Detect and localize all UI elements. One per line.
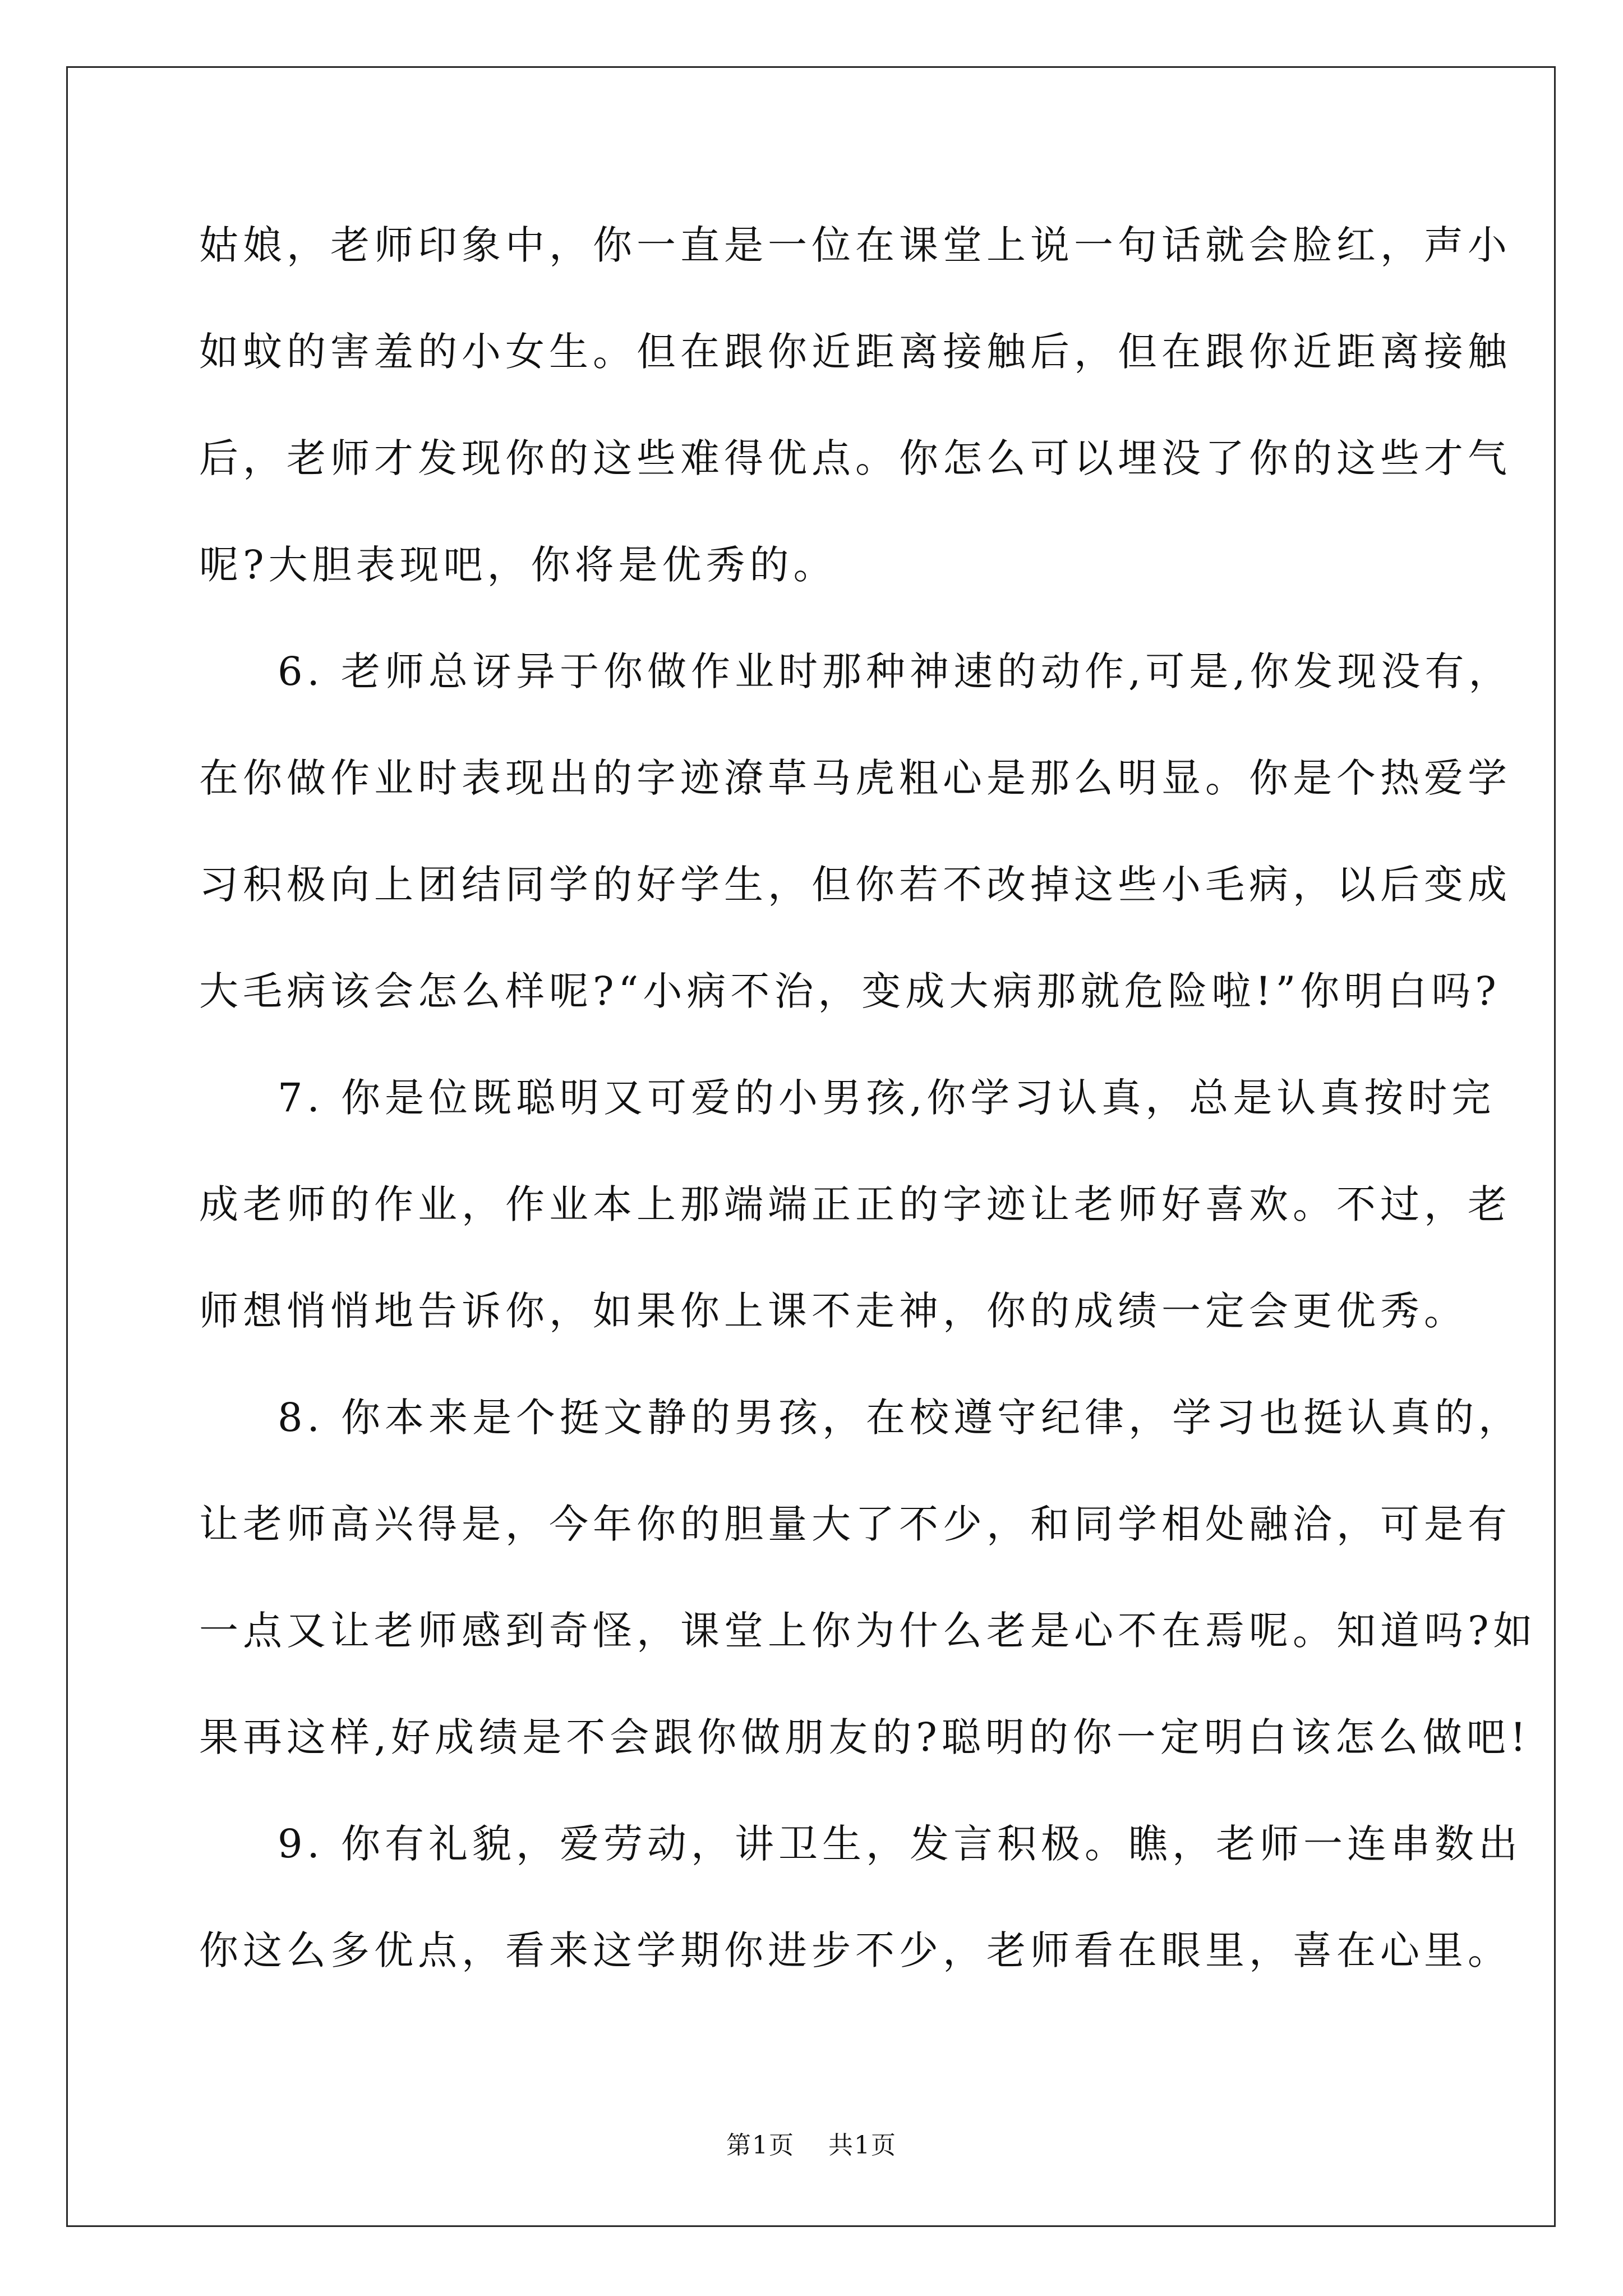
paragraph-item-6 (199, 648, 1513, 1074)
text-line: 你这么多优点，看来这学期你进步不少，老师看在眼里，喜在心里。 (199, 1927, 1511, 1973)
paragraph-item-7 (199, 1074, 1511, 1394)
text-line: 师想悄悄地告诉你，如果你上课不走神，你的成绩一定会更优秀。 (199, 1288, 1468, 1334)
text-line: 习积极向上团结同学的好学生，但你若不改掉这些小毛病，以后变成 (199, 862, 1511, 908)
text-line: 如蚊的害羞的小女生。但在跟你近距离接触后，但在跟你近距离接触 (199, 329, 1511, 375)
paragraph-item-8 (199, 1394, 1537, 1820)
text-line: 6. 老师总讶异于你做作业时那种神速的动作,可是,你发现没有， (278, 648, 1513, 694)
page-footer (0, 2132, 1623, 2160)
page-number-current: 第1页 (726, 2131, 795, 2160)
text-line: 让老师高兴得是，今年你的胆量大了不少，和同学相处融洽，可是有 (199, 1501, 1511, 1547)
paragraph (199, 222, 1511, 648)
text-line: 9. 你有礼貌，爱劳动，讲卫生，发言积极。瞧，老师一连串数出 (278, 1821, 1523, 1867)
text-line: 姑娘，老师印象中，你一直是一位在课堂上说一句话就会脸红，声小 (199, 222, 1511, 268)
page-number-total: 共1页 (828, 2131, 897, 2160)
text-line: 在你做作业时表现出的字迹潦草马虎粗心是那么明显。你是个热爱学 (199, 755, 1511, 801)
text-line: 呢?大胆表现吧，你将是优秀的。 (199, 542, 837, 588)
text-line: 7. 你是位既聪明又可爱的小男孩,你学习认真，总是认真按时完 (278, 1075, 1496, 1121)
text-line: 一点又让老师感到奇怪，课堂上你为什么老是心不在焉呢。知道吗?如 (199, 1608, 1537, 1654)
text-line: 大毛病该会怎么样呢?“小病不治，变成大病那就危险啦!”你明白吗? (199, 968, 1501, 1014)
document-body (199, 222, 1537, 2033)
text-line: 果再这样,好成绩是不会跟你做朋友的?聪明的你一定明白该怎么做吧! (199, 1714, 1530, 1760)
text-line: 成老师的作业，作业本上那端端正正的字迹让老师好喜欢。不过，老 (199, 1181, 1511, 1227)
text-line: 后，老师才发现你的这些难得优点。你怎么可以埋没了你的这些才气 (199, 435, 1511, 481)
paragraph-item-9 (199, 1820, 1523, 2033)
text-line: 8. 你本来是个挺文静的男孩，在校遵守纪律，学习也挺认真的， (278, 1395, 1523, 1441)
